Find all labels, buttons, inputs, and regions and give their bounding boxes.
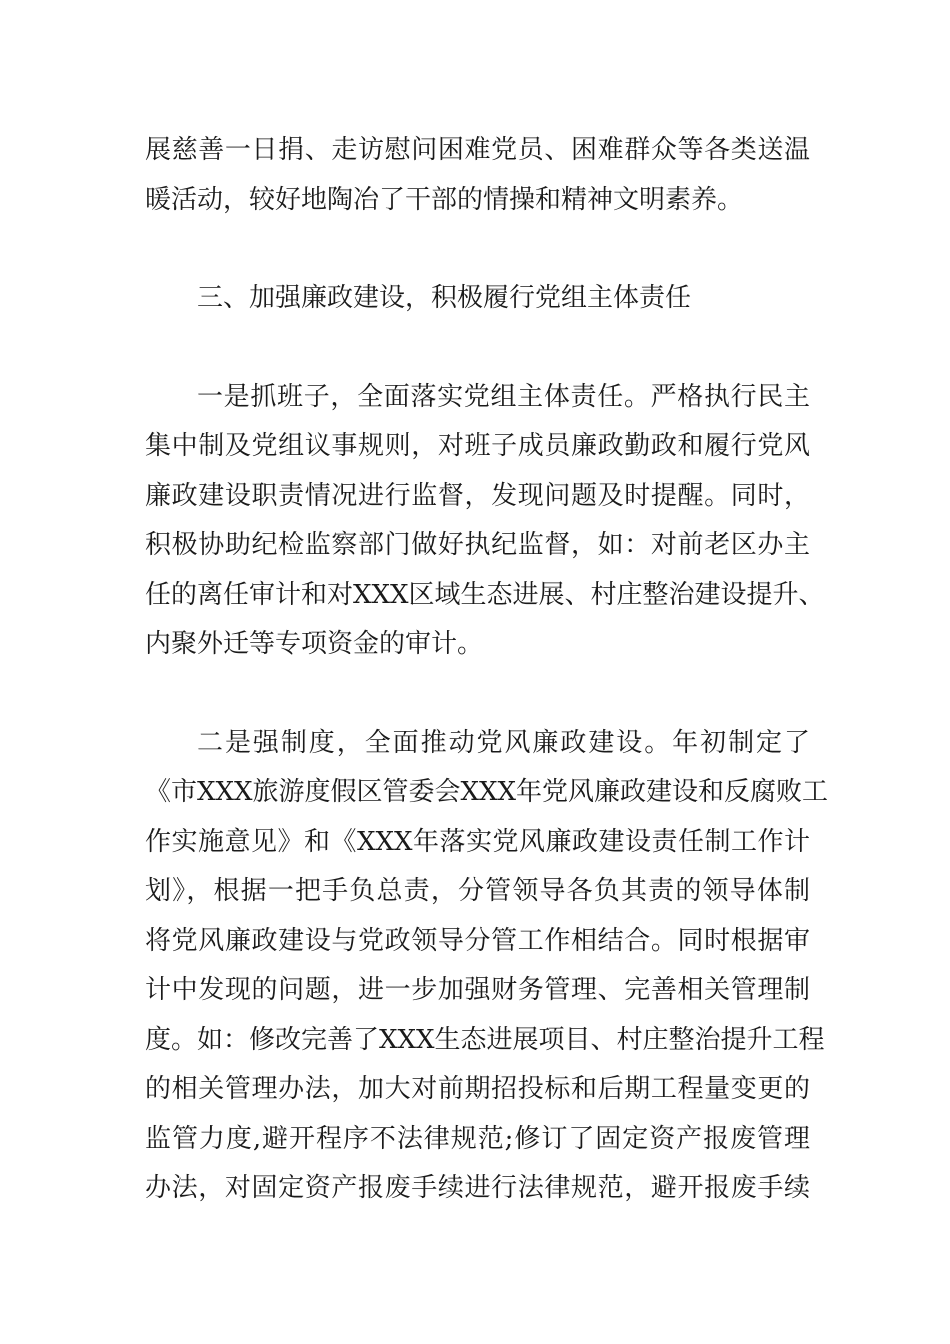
paragraph-institution-building [145,719,829,1214]
text-line: 积极协助纪检监察部门做好执纪监督，如：对前老区办主 [145,530,810,560]
text-line: 划》，根据一把手负总责，分管领导各负其责的领导体制 [145,876,810,906]
text-line: 度。如：修改完善了XXX生态进展项目、村庄整治提升工程 [145,1024,825,1055]
paragraph-leadership-responsibility [145,373,825,670]
text-line: 监管力度,避开程序不法律规范;修订了固定资产报废管理 [145,1123,810,1154]
text-line: 计中发现的问题，进一步加强财务管理、完善相关管理制 [145,975,810,1005]
text-line: 的相关管理办法，加大对前期招投标和后期工程量变更的 [145,1074,810,1104]
paragraph-gap [145,225,810,274]
text-line: 廉政建设职责情况进行监督，发现问题及时提醒。同时， [145,480,810,511]
section-heading [145,274,810,324]
paragraph-gap [145,324,810,373]
text-line: 内聚外迁等专项资金的审计。 [145,629,484,659]
document-page [145,126,829,1214]
text-line: 暖活动，较好地陶冶了干部的情操和精神文明素养。 [145,184,744,215]
heading-text: 三、加强廉政建设，积极履行党组主体责任 [197,283,692,313]
text-line: 《市XXX旅游度假区管委会XXX年党风廉政建设和反腐败工 [145,777,829,807]
paragraph-charity-activities [145,126,810,225]
text-line: 集中制及党组议事规则，对班子成员廉政勤政和履行党风 [145,431,810,461]
text-line: 二是强制度，全面推动党风廉政建设。年初制定了 [197,727,810,758]
paragraph-gap [145,670,810,719]
text-line: 一是抓班子，全面落实党组主体责任。严格执行民主 [197,381,810,412]
text-line: 将党风廉政建设与党政领导分管工作相结合。同时根据审 [145,925,810,956]
text-line: 办法，对固定资产报废手续进行法律规范，避开报废手续 [145,1173,810,1203]
text-line: 展慈善一日捐、走访慰问困难党员、困难群众等各类送温 [145,135,810,165]
text-line: 作实施意见》和《XXX年落实党风廉政建设责任制工作计 [145,826,810,857]
text-line: 任的离任审计和对XXX区域生态进展、村庄整治建设提升、 [145,579,825,610]
